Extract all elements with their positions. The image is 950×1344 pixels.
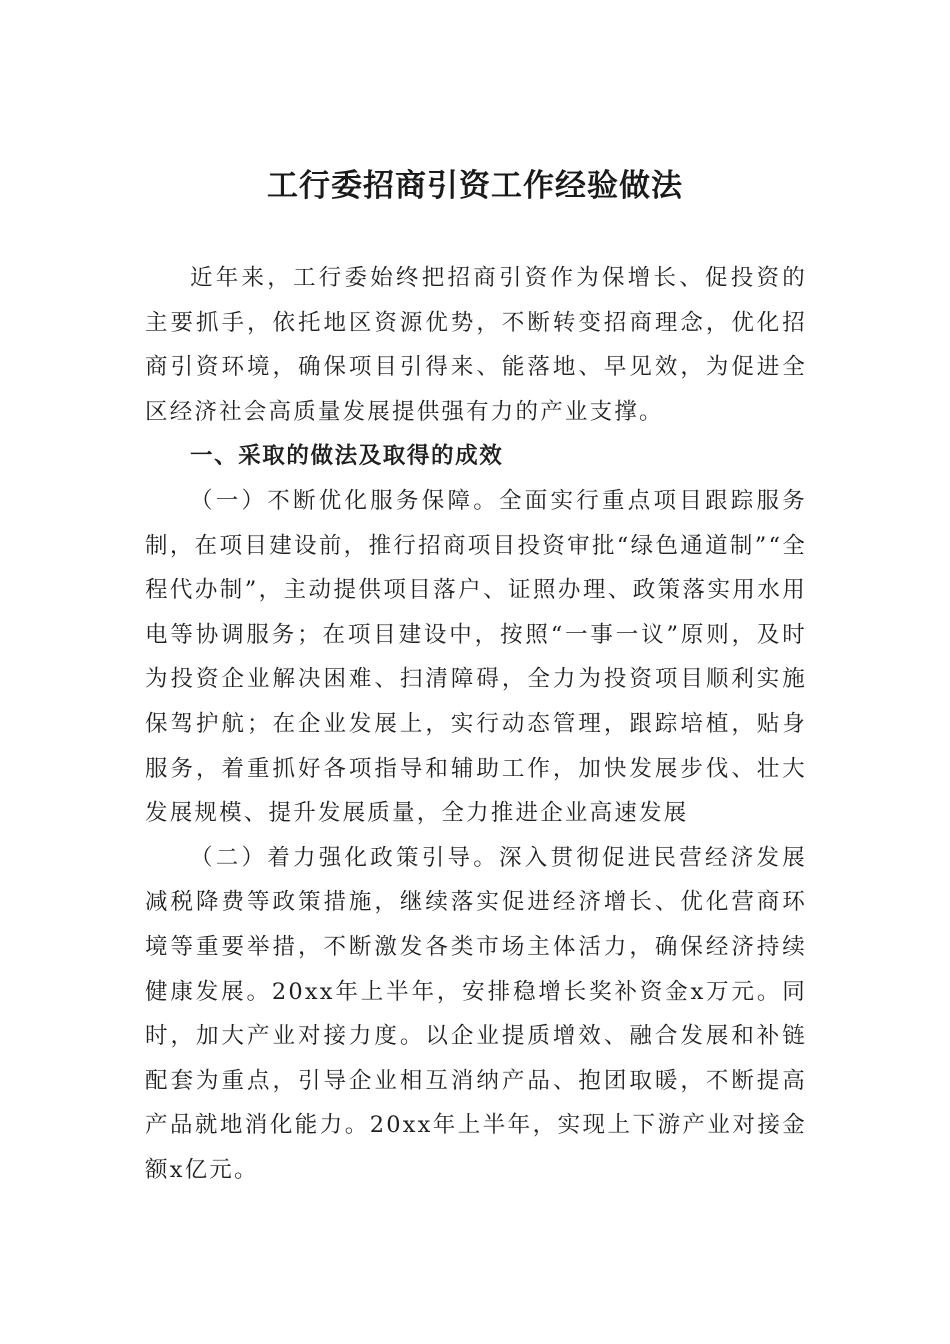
intro-paragraph: 近年来，工行委始终把招商引资作为保增长、促投资的主要抓手，依托地区资源优势，不断转变招商理念，优化招商引资环境，确保项目引得来、能落地、早见效，为促进全区经济社会高质量发展提供强有力的产业支撑。 [145, 265, 807, 425]
document-title: 工行委招商引资工作经验做法 [267, 168, 683, 204]
document-body [145, 256, 807, 1192]
paragraph-policy-guidance: （二）着力强化政策引导。深入贯彻促进民营经济发展减税降费等政策措施，继续落实促进经济增长、优化营商环境等重要举措，不断激发各类市场主体活力，确保经济持续健康发展。20xx年上半年，安排稳增长奖补资金x万元。同时，加大产业对接力度。以企业提质增效、融合发展和补链配套为重点，引导企业相互消纳产品、抱团取暖，不断提高产品就地消化能力。20xx年上半年，实现上下游产业对接金额x亿元。 [145, 844, 807, 1183]
section-heading: 一、采取的做法及取得的成效 [190, 443, 504, 470]
paragraph-service-guarantee: （一）不断优化服务保障。全面实行重点项目跟踪服务制，在项目建设前，推行招商项目投资审批“绿色通道制”“全程代办制”，主动提供项目落户、证照办理、政策落实用水用电等协调服务；在项目建设中，按照“一事一议”原则，及时为投资企业解决困难、扫清障碍，全力为投资项目顺利实施保驾护航；在企业发展上，实行动态管理，跟踪培植，贴身服务，着重抓好各项指导和辅助工作，加快发展步伐、壮大发展规模、提升发展质量，全力推进企业高速发展 [145, 487, 807, 827]
